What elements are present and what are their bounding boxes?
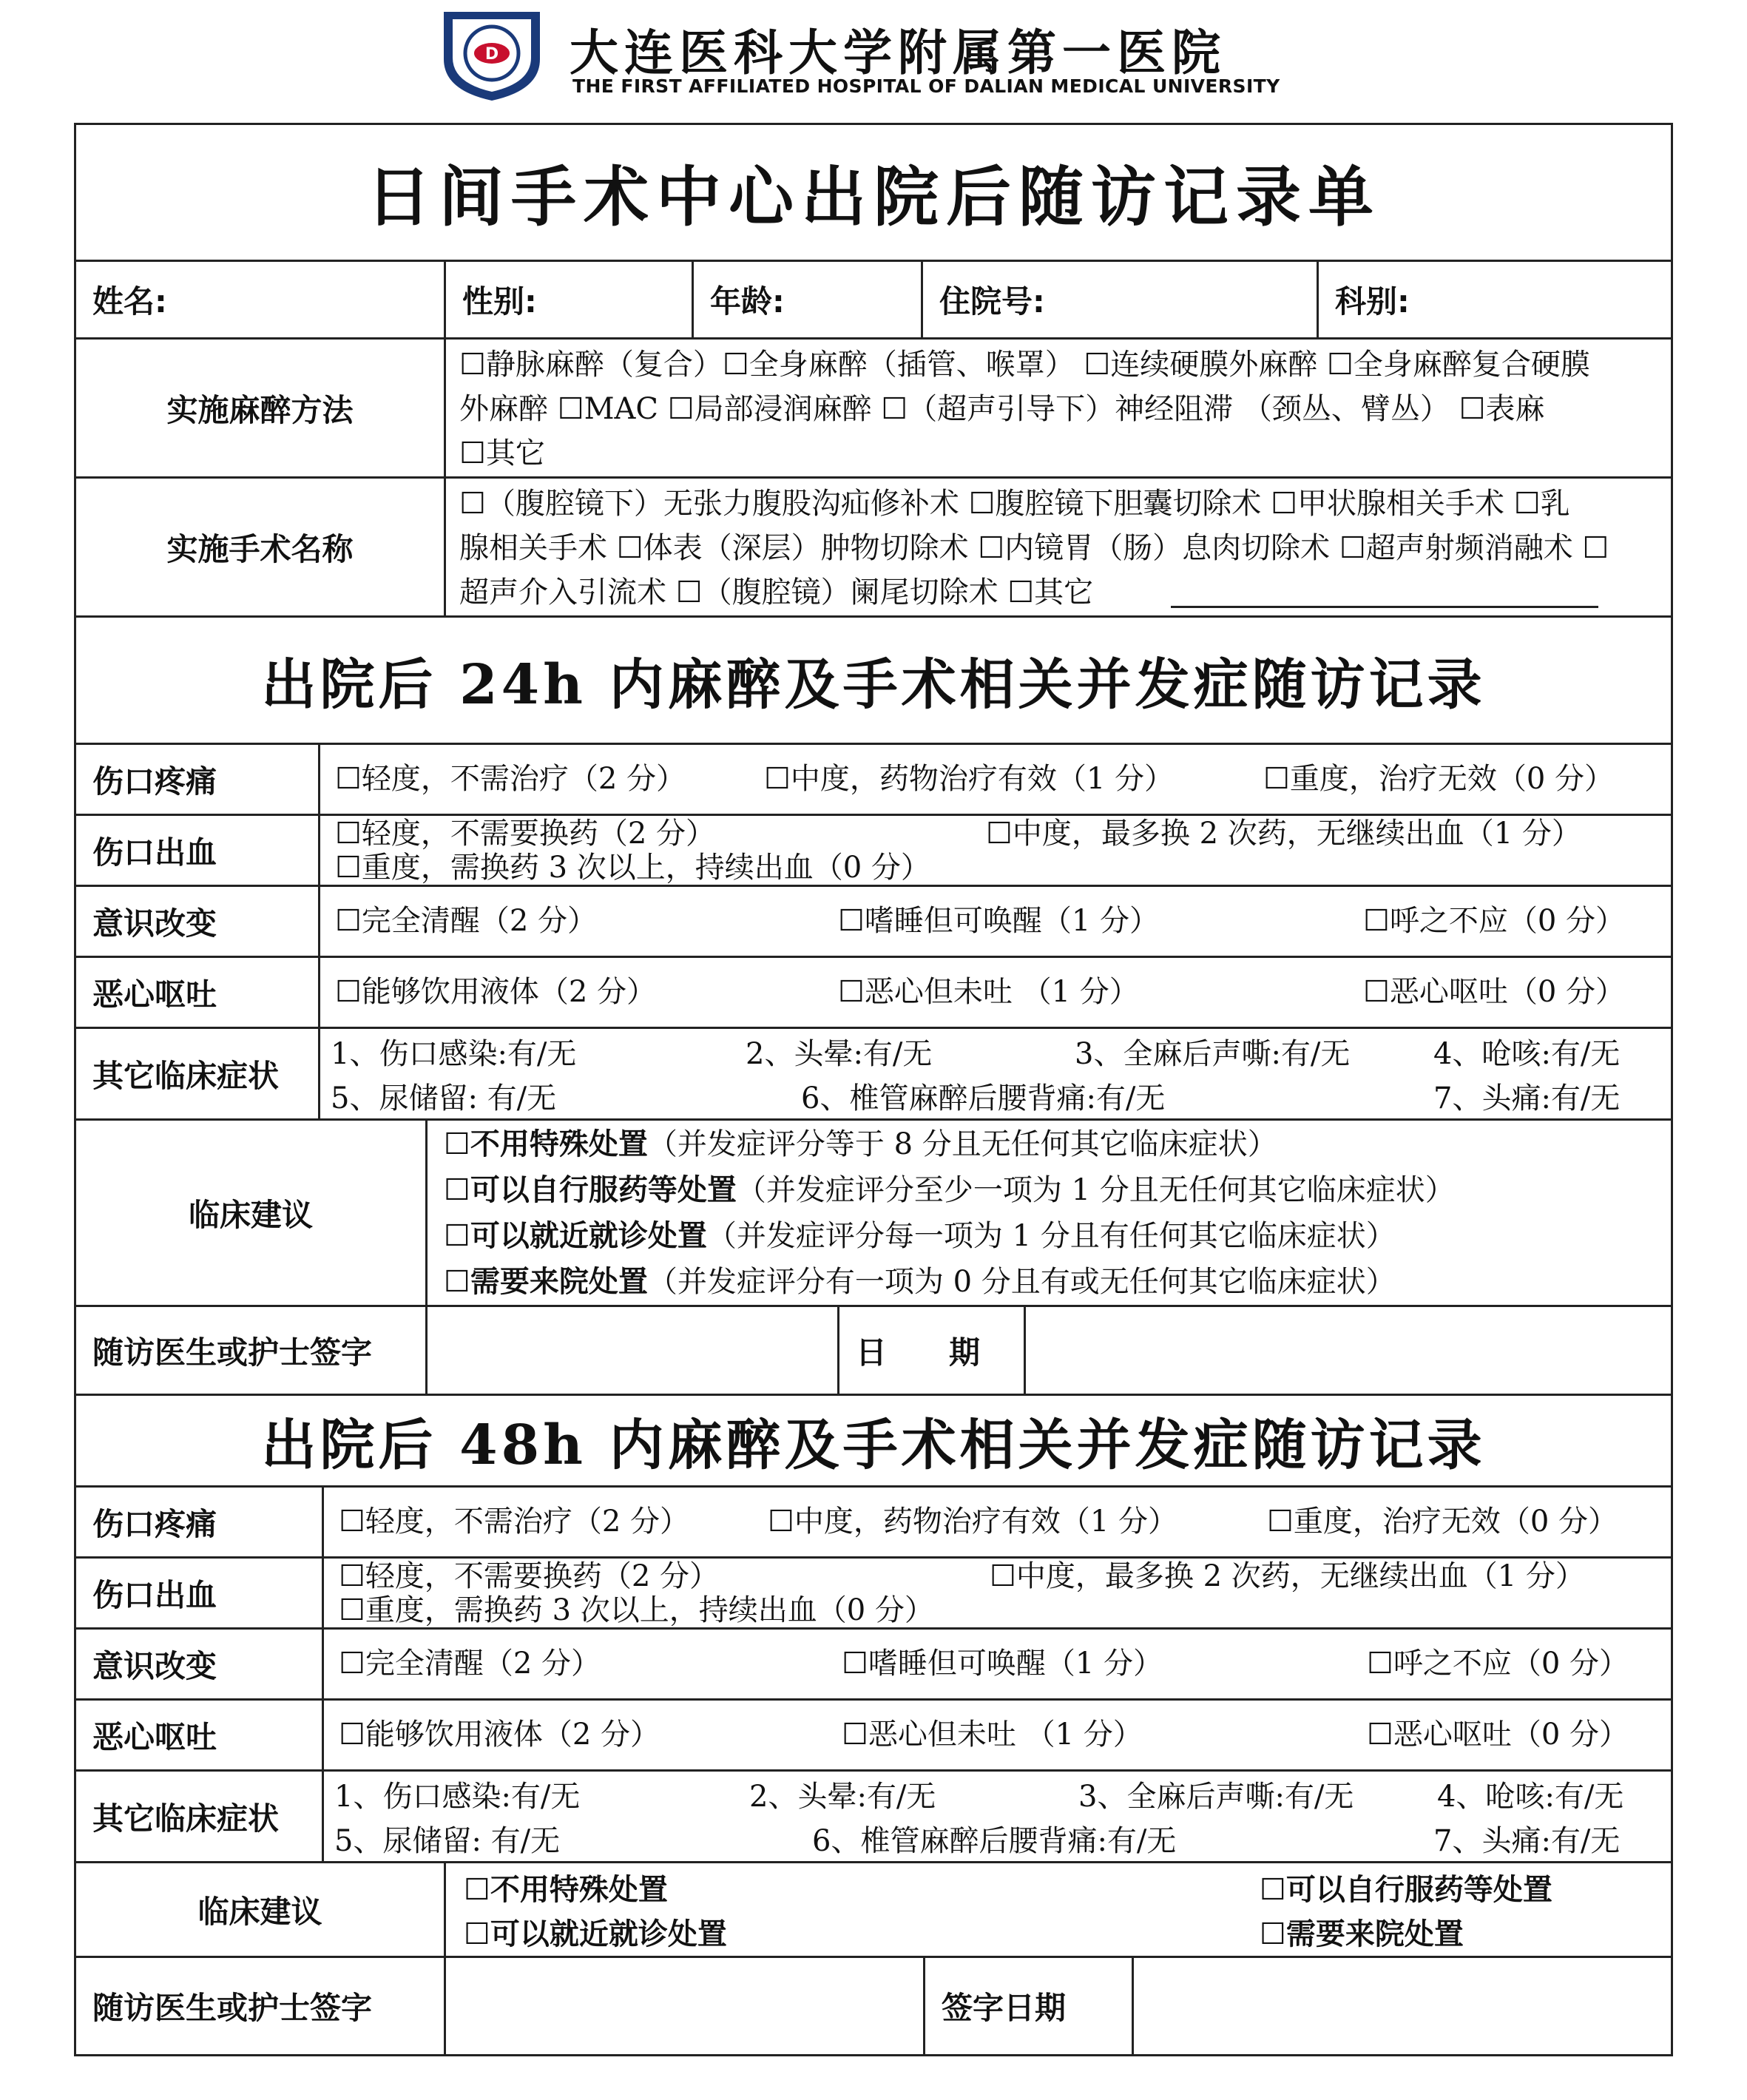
symptom-item[interactable]: 3、全麻后声嘶:有/无 [1075,1037,1351,1071]
pain-label: 伤口疼痛 [76,1488,324,1556]
nausea-option-vomit[interactable]: ☐恶心呕吐（0 分） [1363,975,1626,1009]
surgery-label: 实施手术名称 [76,479,446,615]
pain-option-severe[interactable]: ☐重度，治疗无效（0 分） [1263,762,1615,796]
advice-option[interactable]: ☐可以自行服药等处置 [1260,1873,1552,1907]
nausea-option-nausea[interactable]: ☐恶心但未吐 （1 分） [838,975,1139,1009]
surgery-line[interactable]: 超声介入引流术 ☐（腹腔镜）阑尾切除术 ☐其它 [459,575,1094,610]
symptom-item[interactable]: 5、尿储留: 有/无 [331,1081,557,1115]
advice-label: 临床建议 [76,1121,428,1305]
advice-option[interactable]: ☐可以就近就诊处置 [464,1917,727,1951]
pain-option-moderate[interactable]: ☐中度，药物治疗有效（1 分） [768,1505,1178,1539]
pain-option-mild[interactable]: ☐轻度，不需治疗（2 分） [335,762,686,796]
symptom-item[interactable]: 1、伤口感染:有/无 [334,1780,581,1814]
date-label: 日 期 [839,1307,1026,1394]
consciousness-label: 意识改变 [76,887,320,956]
advice-option[interactable]: ☐不用特殊处置 [464,1873,668,1907]
surgery-line[interactable]: ☐（腹腔镜下）无张力腹股沟疝修补术 ☐腹腔镜下胆囊切除术 ☐甲状腺相关手术 ☐乳 [459,487,1570,521]
symptom-item[interactable]: 6、椎管麻醉后腰背痛:有/无 [801,1081,1166,1115]
anesthesia-options[interactable] [446,340,1671,476]
other-symptoms-label: 其它临床症状 [76,1772,324,1861]
name-field[interactable]: 姓名: [76,262,446,337]
consciousness-row-24h [76,887,1671,958]
bleeding-label: 伤口出血 [76,1559,324,1627]
pain-row-24h [76,745,1671,816]
signature-label: 随访医生或护士签字 [76,1307,428,1394]
nausea-option-drink[interactable]: ☐能够饮用液体（2 分） [339,1718,660,1752]
bleeding-option-mild[interactable]: ☐轻度，不需要换药（2 分） [339,1559,720,1593]
consciousness-option-drowsy[interactable]: ☐嗜睡但可唤醒（1 分） [838,904,1160,938]
pain-option-moderate[interactable]: ☐中度，药物治疗有效（1 分） [764,762,1175,796]
bleeding-option-mild[interactable]: ☐轻度，不需要换药（2 分） [335,817,716,851]
nausea-option-drink[interactable]: ☐能够饮用液体（2 分） [335,975,657,1009]
consciousness-row-48h [76,1630,1671,1701]
svg-text:D: D [484,45,499,64]
patient-info-row [76,262,1671,340]
symptom-item[interactable]: 2、头晕:有/无 [746,1037,933,1071]
pain-option-mild[interactable]: ☐轻度，不需治疗（2 分） [339,1505,690,1539]
symptom-item[interactable]: 5、尿储留: 有/无 [334,1824,561,1858]
pain-row-48h [76,1488,1671,1559]
symptom-item[interactable]: 7、头痛:有/无 [1433,1081,1621,1115]
advice-option[interactable]: ☐需要来院处置 [1260,1917,1464,1951]
bleeding-option-severe[interactable]: ☐重度，需换药 3 次以上，持续出血（0 分） [335,851,930,885]
surgery-line[interactable]: 腺相关手术 ☐体表（深层）肿物切除术 ☐内镜胃（肠）息肉切除术 ☐超声射频消融术 ☐ [459,531,1609,565]
symptom-item[interactable]: 4、呛咳:有/无 [1437,1780,1624,1814]
nausea-row-24h [76,958,1671,1029]
other-symptoms-label: 其它临床症状 [76,1029,320,1118]
bleeding-option-moderate[interactable]: ☐中度，最多换 2 次药，无继续出血（1 分） [990,1559,1585,1593]
bleeding-option-moderate[interactable]: ☐中度，最多换 2 次药，无继续出血（1 分） [986,817,1581,851]
advice-label: 临床建议 [76,1863,446,1956]
nausea-label: 恶心呕吐 [76,958,320,1027]
nausea-row-48h [76,1701,1671,1772]
anesthesia-line[interactable]: ☐其它 [459,436,545,470]
signature-date-label: 签字日期 [925,1958,1134,2054]
signature-field[interactable] [428,1307,839,1394]
symptom-item[interactable]: 1、伤口感染:有/无 [331,1037,577,1071]
advice-option[interactable]: ☐可以自行服药等处置（并发症评分至少一项为 1 分且无任何其它临床症状） [444,1173,1455,1207]
signature-row-48h [76,1958,1671,2054]
department-field[interactable]: 科别: [1335,283,1410,320]
advice-option[interactable]: ☐需要来院处置（并发症评分有一项为 0 分且有或无任何其它临床症状） [444,1265,1396,1299]
admission-number-field[interactable]: 住院号: [923,262,1319,337]
advice-option[interactable]: ☐可以就近就诊处置（并发症评分每一项为 1 分且有任何其它临床症状） [444,1219,1396,1253]
anesthesia-label: 实施麻醉方法 [76,340,446,476]
symptom-item[interactable]: 2、头晕:有/无 [749,1780,936,1814]
hospital-seal-icon [436,7,547,104]
other-symptoms-row-24h [76,1029,1671,1121]
bleeding-option-severe[interactable]: ☐重度，需换药 3 次以上，持续出血（0 分） [339,1593,934,1627]
other-symptoms-row-48h [76,1772,1671,1863]
section-24h-title: 出院后 24h 内麻醉及手术相关并发症随访记录 [76,618,1671,745]
surgery-options[interactable] [446,479,1671,615]
age-field[interactable]: 年龄: [694,262,923,337]
consciousness-label: 意识改变 [76,1630,324,1698]
gender-field[interactable]: 性别: [446,262,694,337]
bleeding-row-48h [76,1559,1671,1630]
symptom-item[interactable]: 7、头痛:有/无 [1433,1824,1621,1858]
bleeding-row-24h [76,816,1671,887]
consciousness-option-clear[interactable]: ☐完全清醒（2 分） [339,1647,601,1681]
consciousness-option-unresponsive[interactable]: ☐呼之不应（0 分） [1367,1647,1629,1681]
signature-date-field[interactable] [1134,1958,1671,2054]
advice-row-24h [76,1121,1671,1307]
consciousness-option-unresponsive[interactable]: ☐呼之不应（0 分） [1363,904,1626,938]
hospital-header [436,7,1309,104]
advice-row-48h [76,1863,1671,1958]
symptom-item[interactable]: 4、呛咳:有/无 [1433,1037,1621,1071]
anesthesia-line[interactable]: ☐静脉麻醉（复合）☐全身麻醉（插管、喉罩） ☐连续硬膜外麻醉 ☐全身麻醉复合硬膜 [459,348,1590,382]
bleeding-label: 伤口出血 [76,816,320,885]
symptom-item[interactable]: 6、椎管麻醉后腰背痛:有/无 [812,1824,1177,1858]
signature-label: 随访医生或护士签字 [76,1958,446,2054]
date-field[interactable] [1026,1307,1671,1394]
hospital-name-cn: 大连医科大学附属第一医院 [570,24,1226,81]
other-surgery-blank[interactable] [1171,606,1598,608]
nausea-option-vomit[interactable]: ☐恶心呕吐（0 分） [1367,1718,1629,1752]
anesthesia-row [76,340,1671,479]
signature-field[interactable] [446,1958,925,2054]
nausea-option-nausea[interactable]: ☐恶心但未吐 （1 分） [842,1718,1143,1752]
hospital-name-en: THE FIRST AFFILIATED HOSPITAL OF DALIAN MEDICAL UNIVERSITY [572,75,1280,97]
form-title: 日间手术中心出院后随访记录单 [76,125,1671,262]
pain-label: 伤口疼痛 [76,745,320,814]
followup-form [74,123,1673,2056]
consciousness-option-clear[interactable]: ☐完全清醒（2 分） [335,904,598,938]
signature-row-24h [76,1307,1671,1396]
advice-option[interactable]: ☐不用特殊处置（并发症评分等于 8 分且无任何其它临床症状） [444,1127,1277,1161]
anesthesia-line[interactable]: 外麻醉 ☐MAC ☐局部浸润麻醉 ☐（超声引导下）神经阻滞 （颈丛、臂丛） ☐表麻 [459,392,1545,426]
nausea-label: 恶心呕吐 [76,1701,324,1769]
pain-option-severe[interactable]: ☐重度，治疗无效（0 分） [1267,1505,1618,1539]
section-48h-title: 出院后 48h 内麻醉及手术相关并发症随访记录 [76,1396,1671,1488]
surgery-row [76,479,1671,618]
symptom-item[interactable]: 3、全麻后声嘶:有/无 [1078,1780,1354,1814]
consciousness-option-drowsy[interactable]: ☐嗜睡但可唤醒（1 分） [842,1647,1163,1681]
